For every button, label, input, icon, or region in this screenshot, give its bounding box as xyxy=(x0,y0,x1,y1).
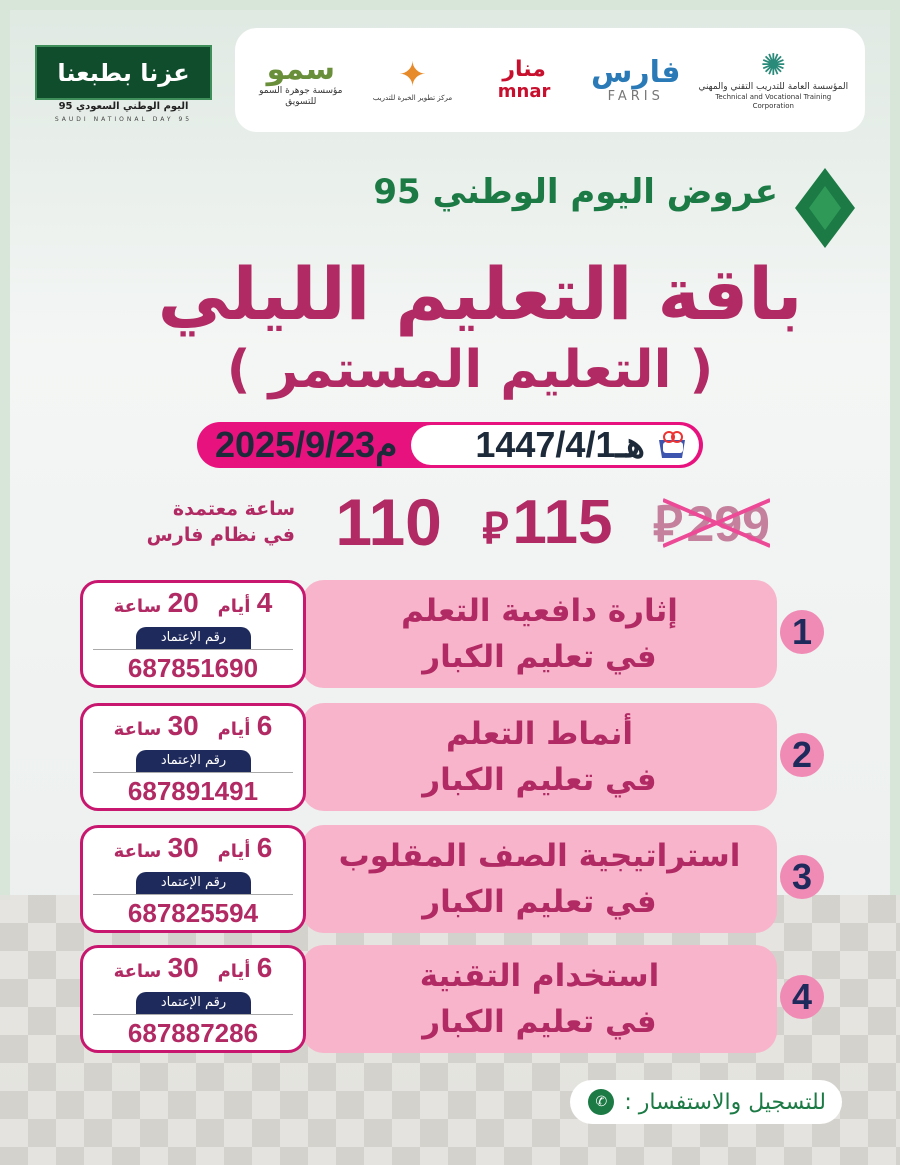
logo-text: FARIS xyxy=(607,89,664,104)
course-title: إثارة دافعية التعلم xyxy=(401,593,678,629)
page-title: باقة التعليم الليلي xyxy=(157,252,803,336)
logo-text: المؤسسة العامة للتدريب التقني والمهني xyxy=(698,81,849,92)
course-info-box xyxy=(80,703,306,811)
partner-logos xyxy=(235,28,865,132)
course-number: 4 xyxy=(780,975,824,1019)
course-subtitle: في تعليم الكبار xyxy=(422,884,657,920)
accreditation-number: 687887286 xyxy=(127,1018,259,1048)
divider xyxy=(93,1014,293,1015)
days-value: 6 xyxy=(256,832,273,863)
course-title-pill xyxy=(302,825,777,933)
hours-label: ساعة xyxy=(113,961,162,982)
days-value: 4 xyxy=(256,587,273,618)
course-number: 2 xyxy=(780,733,824,777)
tvtc-star-icon: ✺ xyxy=(760,47,786,83)
hours-label: ساعة xyxy=(113,719,162,740)
logo-text-en: Technical and Vocational Training Corporation xyxy=(715,92,832,110)
course-title-pill xyxy=(302,945,777,1053)
course-subtitle: في تعليم الكبار xyxy=(422,639,657,675)
logo-somo xyxy=(249,53,353,108)
hours-label-2: في نظام فارس xyxy=(146,524,295,546)
course-title-pill xyxy=(302,703,777,811)
new-price-value: 115 xyxy=(512,487,613,557)
logo-text: مؤسسة جوهرة السمو للتسويق xyxy=(259,85,343,107)
accreditation-label: رقم الإعتماد xyxy=(136,992,251,1014)
course-row xyxy=(80,580,820,690)
old-price xyxy=(653,490,770,555)
course-title-pill xyxy=(302,580,777,688)
logo-faris xyxy=(584,56,688,104)
divider xyxy=(93,894,293,895)
national-day-en: SAUDI NATIONAL DAY 95 xyxy=(54,116,193,123)
hours-label: ساعة xyxy=(113,841,162,862)
hours-label-1: ساعة معتمدة xyxy=(172,498,295,520)
price-row xyxy=(130,482,770,562)
course-info-box xyxy=(80,580,306,688)
logo-mark: ✦ xyxy=(398,54,427,95)
logo-training-center xyxy=(361,54,465,103)
logo-tvtc xyxy=(696,47,851,111)
course-number: 3 xyxy=(780,855,824,899)
days-label: أيام xyxy=(217,596,251,617)
shopping-bag-icon xyxy=(655,430,689,460)
credit-hours: 110 xyxy=(335,485,442,559)
logo-mark: فارس xyxy=(590,55,681,90)
logo-mnar xyxy=(472,58,576,102)
accreditation-number: 687851690 xyxy=(127,653,259,683)
national-day-logo xyxy=(35,45,212,100)
course-row xyxy=(80,825,820,935)
course-row xyxy=(80,945,820,1055)
course-duration xyxy=(83,832,303,864)
logo-text: mnar xyxy=(497,81,551,103)
course-row xyxy=(80,703,820,813)
contact-label: للتسجيل والاستفسار : xyxy=(624,1089,826,1115)
course-subtitle: في تعليم الكبار xyxy=(422,762,657,798)
accreditation-label: رقم الإعتماد xyxy=(136,750,251,772)
days-label: أيام xyxy=(217,961,251,982)
days-value: 6 xyxy=(256,710,273,741)
currency-symbol: ⃁ xyxy=(652,495,683,552)
date-pill xyxy=(197,422,703,468)
course-duration xyxy=(83,952,303,984)
credit-hours-label xyxy=(130,496,295,548)
course-title: أنماط التعلم xyxy=(445,716,634,752)
course-subtitle: في تعليم الكبار xyxy=(422,1004,657,1040)
hours-value: 30 xyxy=(167,952,199,983)
new-price xyxy=(482,487,612,558)
course-duration xyxy=(83,587,303,619)
gregorian-date: 2025/9/23م xyxy=(215,424,398,465)
course-info-box xyxy=(80,825,306,933)
hours-label: ساعة xyxy=(113,596,162,617)
course-title: استراتيجية الصف المقلوب xyxy=(338,838,741,874)
national-day-slogan: عزنا بطبعنا xyxy=(57,58,190,87)
course-title: استخدام التقنية xyxy=(419,958,660,994)
divider xyxy=(93,772,293,773)
date-pill-inner xyxy=(411,425,699,465)
whatsapp-icon[interactable]: ✆ xyxy=(588,1089,614,1115)
course-info-box xyxy=(80,945,306,1053)
logo-mark: منار xyxy=(502,56,546,82)
hijri-date: 1447/4/1هـ xyxy=(475,424,645,465)
accreditation-label: رقم الإعتماد xyxy=(136,872,251,894)
national-day-sub: اليوم الوطني السعودي 95 xyxy=(58,101,189,112)
old-price-value: 299 xyxy=(686,495,770,552)
contact-footer[interactable] xyxy=(570,1080,842,1124)
chevron-icon xyxy=(795,168,855,248)
logo-text: مركز تطوير الخبرة للتدريب xyxy=(372,94,453,103)
divider xyxy=(93,649,293,650)
days-value: 6 xyxy=(256,952,273,983)
accreditation-label: رقم الإعتماد xyxy=(136,627,251,649)
accreditation-number: 687825594 xyxy=(127,898,259,928)
hours-value: 30 xyxy=(167,710,199,741)
accreditation-number: 687891491 xyxy=(127,776,259,806)
currency-symbol: ⃁ xyxy=(482,503,509,553)
hours-value: 20 xyxy=(167,587,199,618)
strike-icon xyxy=(663,498,770,548)
subtitle: عروض اليوم الوطني 95 xyxy=(373,172,778,212)
days-label: أيام xyxy=(217,719,251,740)
hours-value: 30 xyxy=(167,832,199,863)
course-number: 1 xyxy=(780,610,824,654)
logo-mark: سمو xyxy=(266,51,336,87)
page-subtitle: ( التعليم المستمر ) xyxy=(226,340,714,400)
days-label: أيام xyxy=(217,841,251,862)
course-duration xyxy=(83,710,303,742)
